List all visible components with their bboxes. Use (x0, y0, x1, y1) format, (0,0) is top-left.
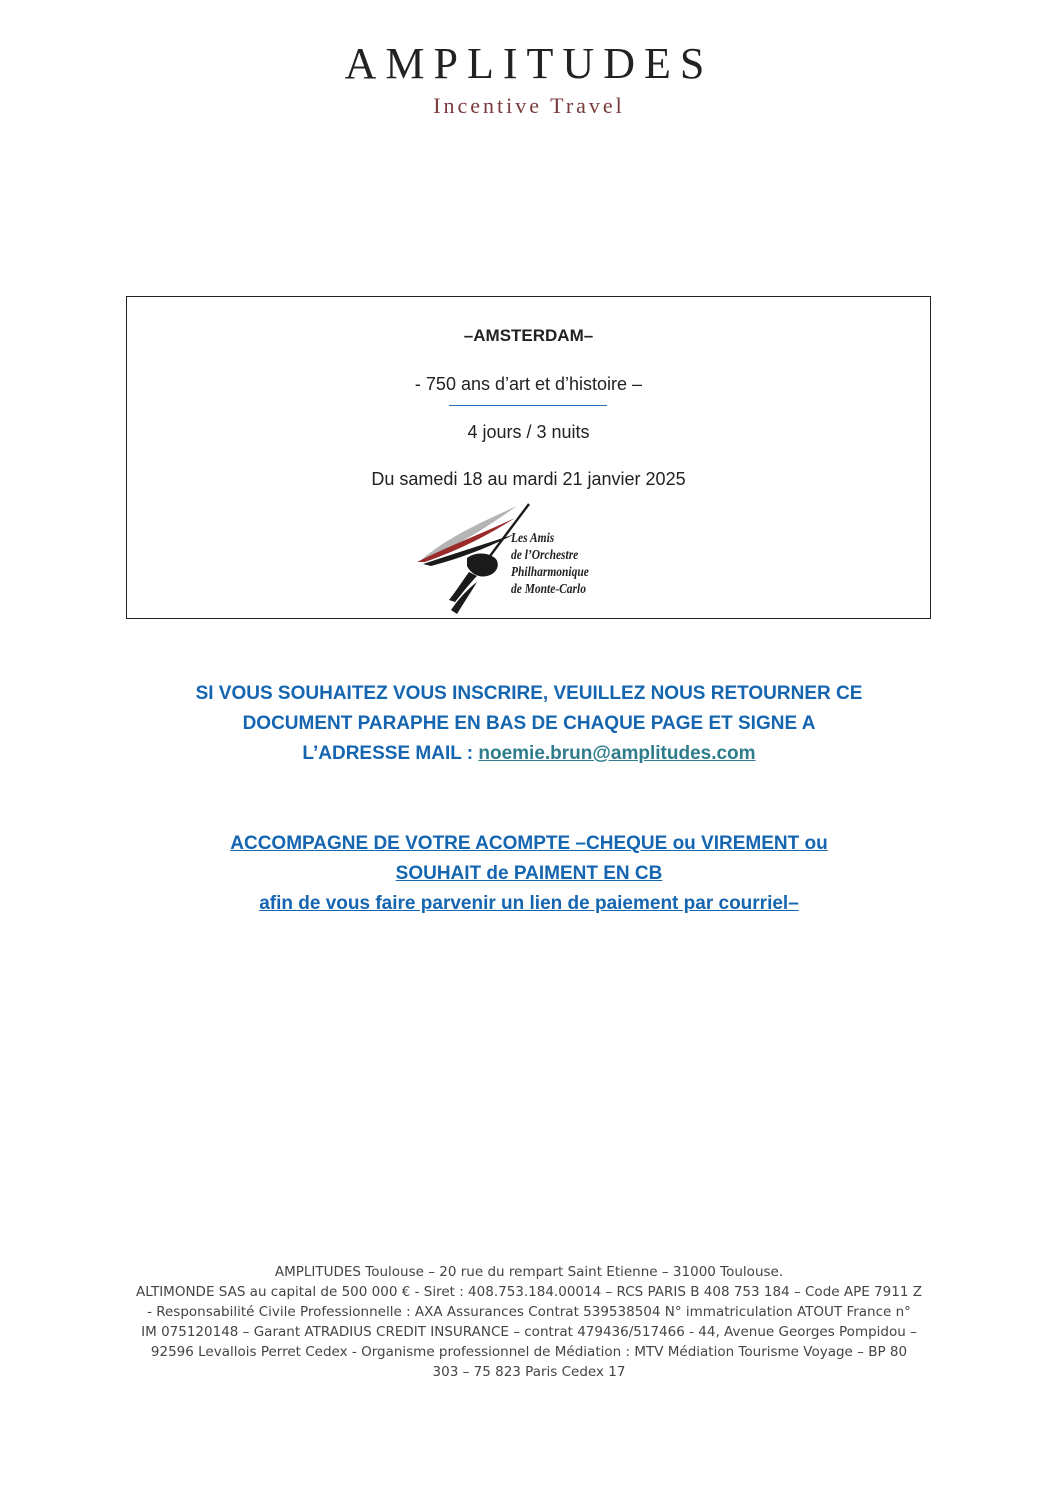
orchestra-logo-line: Philharmonique (511, 565, 589, 580)
brand-name: AMPLITUDES (344, 39, 714, 88)
title-divider (449, 405, 607, 406)
email-link[interactable]: noemie.brun@amplitudes.com (478, 743, 756, 764)
footer-line: AMPLITUDES Toulouse – 20 rue du rempart Saint Etienne – 31000 Toulouse. (274, 1264, 784, 1280)
legal-footer (120, 1262, 938, 1382)
orchestra-logo-line: de Monte-Carlo (511, 582, 586, 597)
footer-line: IM 075120148 – Garant ATRADIUS CREDIT INSURANCE – contrat 479436/517466 - 44, Avenue Georges Pompidou – (141, 1324, 917, 1340)
registration-line: DOCUMENT PARAPHE EN BAS DE CHAQUE PAGE ET SIGNE A (242, 713, 816, 734)
footer-line: 92596 Levallois Perret Cedex - Organisme professionnel de Médiation : MTV Médiation Tourisme Voyage – BP 80 (150, 1344, 908, 1360)
orchestra-logo-line: Les Amis (511, 531, 555, 546)
footer-line: ALTIMONDE SAS au capital de 500 000 € - Siret : 408.753.184.00014 – RCS PARIS B 408 753 184 – Code APE 7911 Z (136, 1284, 922, 1300)
registration-line: SI VOUS SOUHAITEZ VOUS INSCRIRE, VEUILLEZ NOUS RETOURNER CE (195, 683, 863, 704)
trip-title: –AMSTERDAM– (463, 326, 594, 345)
payment-notice (100, 829, 958, 919)
payment-line: ACCOMPAGNE DE VOTRE ACOMPTE –CHEQUE ou VIREMENT ou (230, 833, 828, 854)
registration-line (100, 739, 958, 769)
trip-subtitle: - 750 ans d’art et d’histoire – (414, 374, 643, 394)
payment-line: SOUHAIT de PAIMENT EN CB (395, 863, 663, 884)
footer-line: 303 – 75 823 Paris Cedex 17 (432, 1364, 626, 1380)
brand-tagline: Incentive Travel (433, 93, 625, 118)
orchestra-logo-text (511, 530, 589, 598)
trip-duration: 4 jours / 3 nuits (467, 422, 590, 442)
trip-dates: Du samedi 18 au mardi 21 janvier 2025 (371, 469, 686, 489)
orchestra-logo-line: de l’Orchestre (511, 548, 579, 563)
footer-line: - Responsabilité Civile Professionnelle : AXA Assurances Contrat 539538504 N° immatriculation ATOUT France n° (147, 1304, 911, 1320)
registration-email-label: L’ADRESSE MAIL : (302, 743, 479, 764)
registration-notice (100, 679, 958, 769)
payment-line: afin de vous faire parvenir un lien de paiement par courriel– (259, 893, 799, 914)
trip-info-box (126, 296, 931, 619)
